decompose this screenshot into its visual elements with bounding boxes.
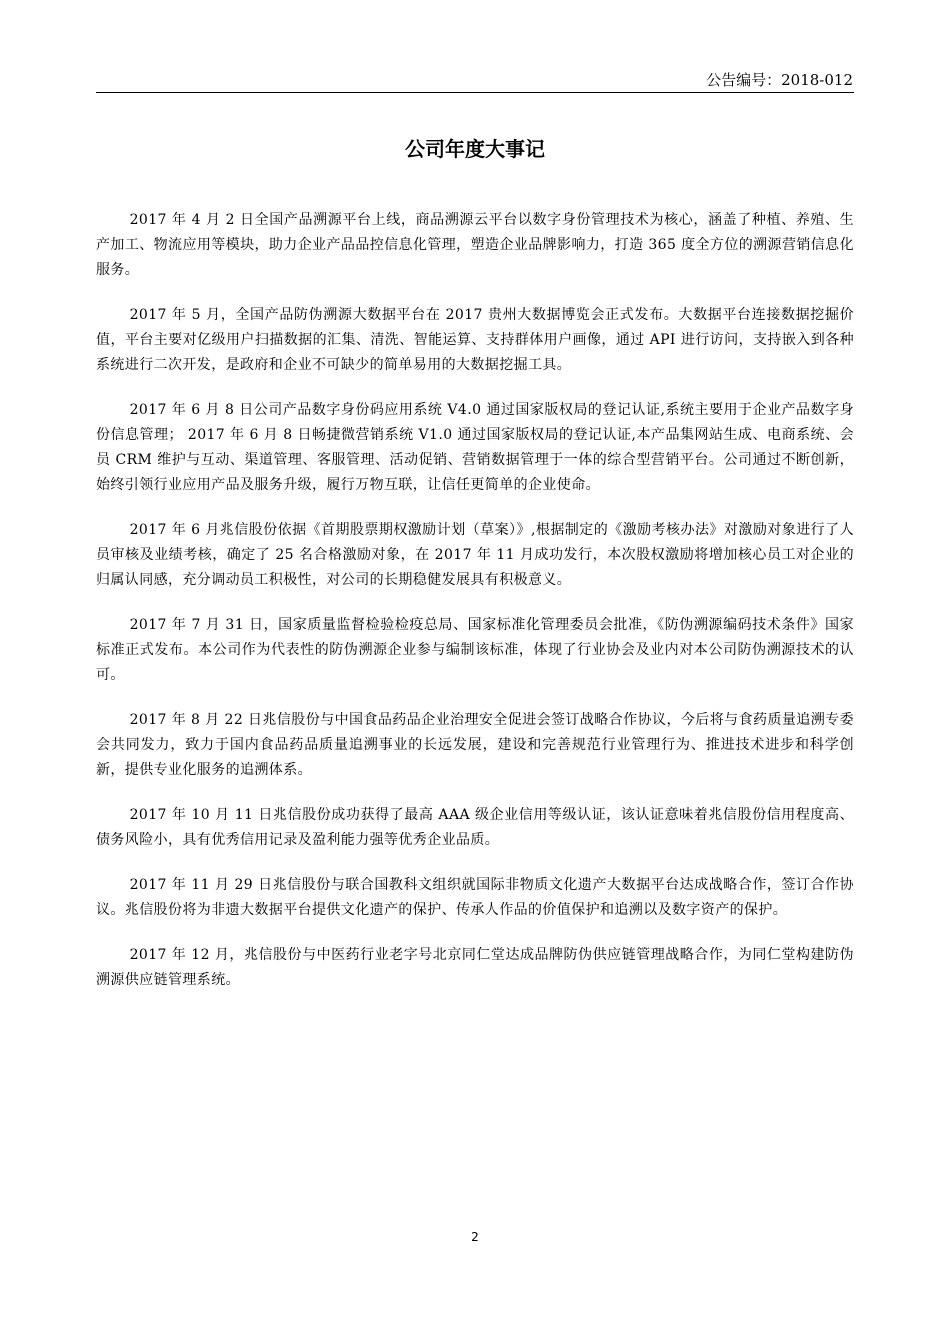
announcement-number: 公告编号：2018-012 bbox=[706, 71, 853, 89]
header-rule bbox=[96, 92, 854, 93]
paragraph-1: 2017 年 4 月 2 日全国产品溯源平台上线，商品溯源云平台以数字身份管理技术为核心，涵盖了种植、养殖、生产加工、物流应用等模块，助力企业产品品控信息化管理，塑造企业品牌影响力，打造 365 度全方位的溯源营销信息化服务。 bbox=[96, 212, 854, 278]
paragraph-8: 2017 年 11 月 29 日兆信股份与联合国教科文组织就国际非物质文化遗产大数据平台达成战略合作，签订合作协议。兆信股份将为非遗大数据平台提供文化遗产的保护、传承人作品的价值保护和追溯以及数字资产的保护。 bbox=[96, 877, 854, 918]
paragraph-3: 2017 年 6 月 8 日公司产品数字身份码应用系统 V4.0 通过国家版权局的登记认证,系统主要用于企业产品数字身份信息管理； 2017 年 6 月 8 日畅捷微营销系统 V1.0 通过国家版权局的登记认证,本产品集网站生成、电商系统、会员 CRM 维护与互动、渠道管理、客服管理、活动促销、营销数据管理于一体的综合型营销平台。公司通过不断创新，始终引领行业应用产品及服务升级，履行万物互联，让信任更简单的企业使命。 bbox=[96, 402, 854, 493]
paragraph-5: 2017 年 7 月 31 日，国家质量监督检验检疫总局、国家标准化管理委员会批准，《防伪溯源编码技术条件》国家标准正式发布。本公司作为代表性的防伪溯源企业参与编制该标准，体现了行业协会及业内对本公司防伪溯源技术的认可。 bbox=[96, 617, 854, 683]
paragraph-7: 2017 年 10 月 11 日兆信股份成功获得了最高 AAA 级企业信用等级认证，该认证意味着兆信股份信用程度高、债务风险小，具有优秀信用记录及盈利能力强等优秀企业品质。 bbox=[96, 807, 854, 848]
paragraph-2: 2017 年 5 月，全国产品防伪溯源大数据平台在 2017 贵州大数据博览会正式发布。大数据平台连接数据挖掘价值，平台主要对亿级用户扫描数据的汇集、清洗、智能运算、支持群体用户画像，通过 API 进行访问，支持嵌入到各种系统进行二次开发，是政府和企业不可缺少的简单易用的大数据挖掘工具。 bbox=[96, 307, 854, 373]
document-title: 公司年度大事记 bbox=[405, 137, 545, 161]
page-number: 2 bbox=[471, 1230, 479, 1244]
paragraph-4: 2017 年 6 月兆信股份依据《首期股票期权激励计划（草案）》,根据制定的《激励考核办法》对激励对象进行了人员审核及业绩考核，确定了 25 名合格激励对象，在 2017 年 11 月成功发行，本次股权激励将增加核心员工对企业的归属认同感，充分调动员工积极性，对公司的长期稳健发展具有积极意义。 bbox=[96, 522, 854, 588]
paragraph-6: 2017 年 8 月 22 日兆信股份与中国食品药品企业治理安全促进会签订战略合作协议，今后将与食药质量追溯专委会共同发力，致力于国内食品药品质量追溯事业的长远发展，建设和完善规范行业管理行为、推进技术进步和科学创新，提供专业化服务的追溯体系。 bbox=[96, 712, 854, 778]
paragraph-9: 2017 年 12 月，兆信股份与中医药行业老字号北京同仁堂达成品牌防伪供应链管理战略合作，为同仁堂构建防伪溯源供应链管理系统。 bbox=[96, 947, 854, 988]
document-body bbox=[96, 208, 854, 1013]
